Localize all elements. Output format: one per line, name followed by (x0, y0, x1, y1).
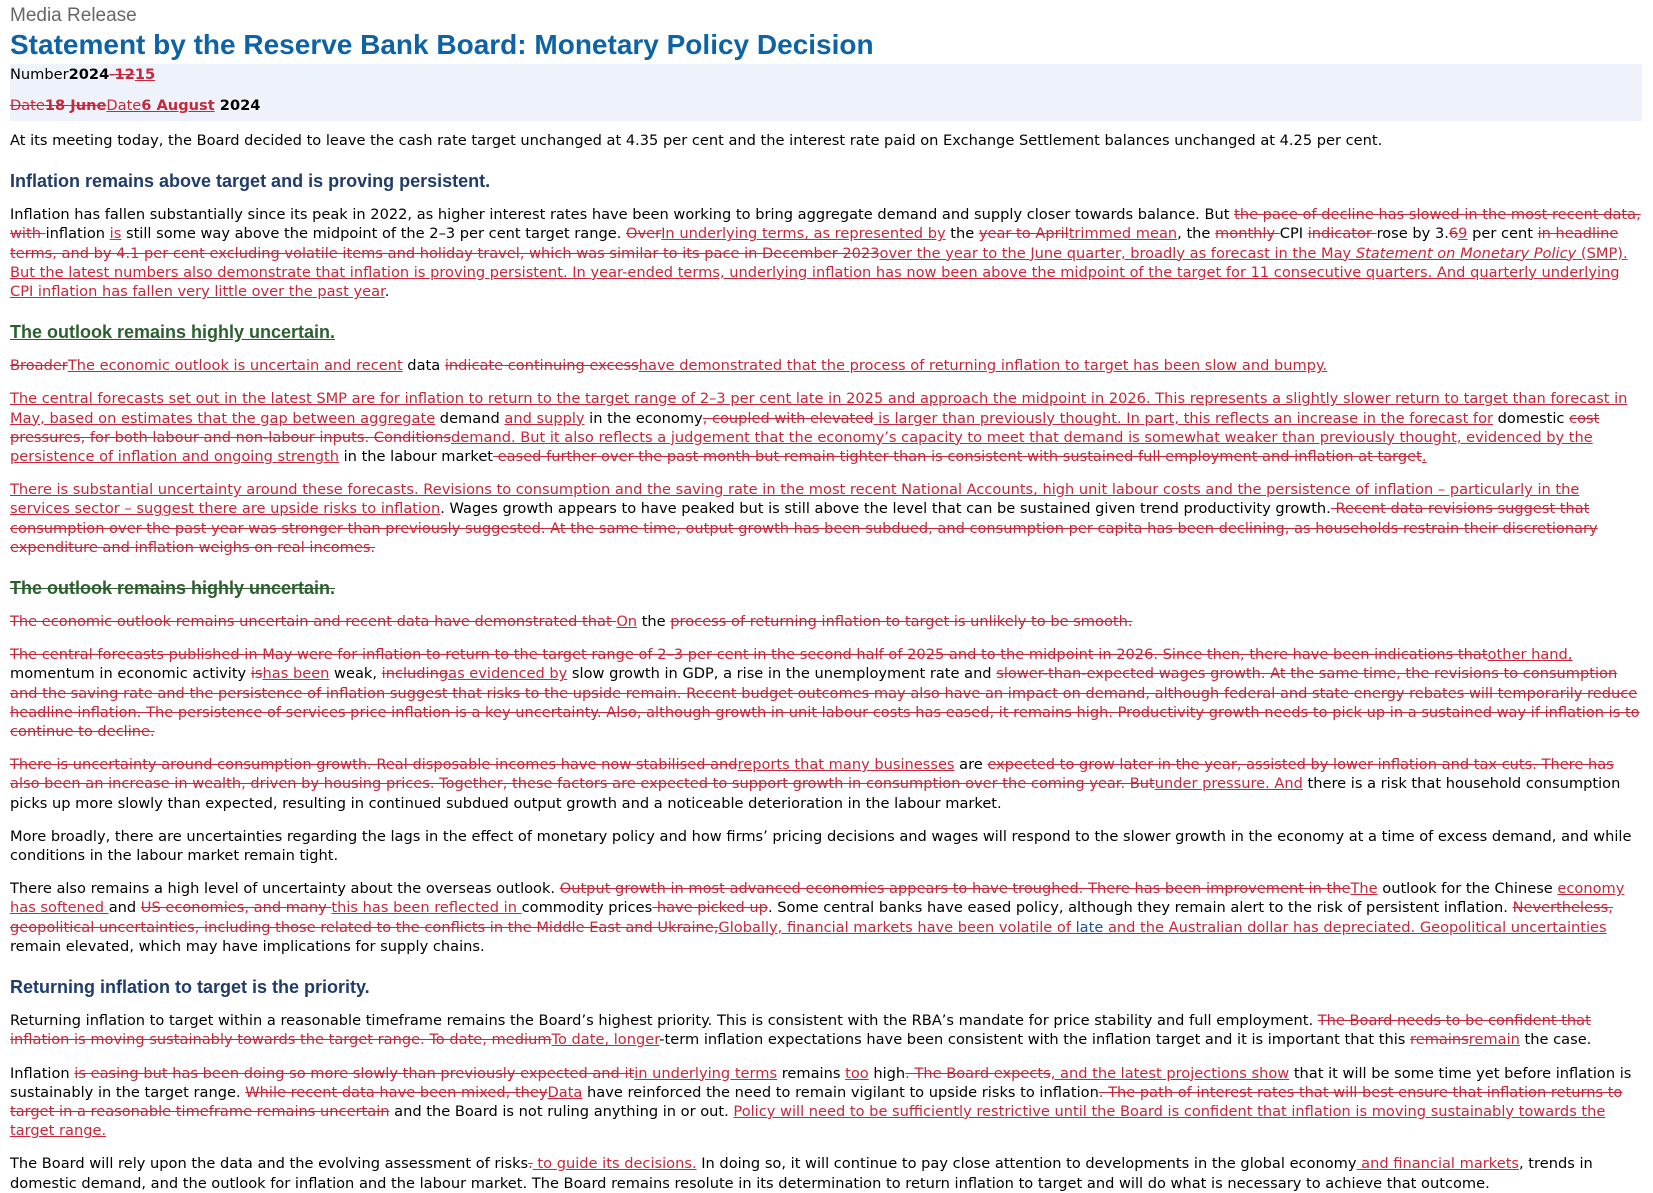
deleted-text: . (528, 1155, 533, 1173)
text: have reinforced the need to remain vigilant to upside risks to inflation (582, 1083, 1099, 1101)
text: per cent (1467, 225, 1538, 243)
inserted-text: remain (1468, 1031, 1520, 1049)
inserted-text: under pressure. And (1154, 775, 1303, 793)
inserted-text: has been (262, 665, 330, 683)
inserted-text: . (1421, 448, 1427, 466)
text: in the labour market (338, 448, 494, 466)
deleted-text: process of returning inflation to target is unlikely to be smooth. (670, 613, 1133, 631)
text: , trends in domestic demand, and the outlook for inflation and the labour market. The Board remains resolute in its determination to return inflation to target and will do what is necessary to achieve that outcome. (10, 1155, 1593, 1192)
text: there is a risk that household consumption picks up more slowly than expected, resulting in continued subdued output growth and a noticeable deterioration in the labour market. (10, 775, 1621, 812)
number-new: 15 (134, 66, 156, 83)
text: inflation (45, 225, 110, 243)
text: momentum in economic activity (10, 665, 251, 683)
text: commodity prices (521, 899, 653, 917)
inserted-text-alt: late (1075, 918, 1104, 936)
text: -term inflation expectations have been consistent with the inflation target and it is important that this (659, 1031, 1411, 1049)
text: and the Board is not ruling anything in or out. (389, 1102, 734, 1120)
text: Inflation has fallen substantially since its peak in 2022, as higher interest rates have been working to bring aggregate demand and supply closer towards balance. But (10, 206, 1235, 224)
date-label-old: Date (10, 97, 45, 114)
text: slow growth in GDP, a rise in the unemployment rate and (567, 665, 997, 683)
inserted-text: 9 (1458, 225, 1468, 243)
lead-paragraph: At its meeting today, the Board decided to leave the cash rate target unchanged at 4.35 per cent and the interest rate paid on Exchange Settlement balances unchanged at 4.25 per cent. (10, 132, 1383, 149)
inserted-text: Statement on Monetary Policy (1355, 244, 1577, 262)
deleted-text: - (109, 66, 115, 83)
inserted-text: The central forecasts set out in the latest SMP are for inflation to return to the target range of 2–3 per cent late in 2025 and approach the midpoint in 2026. This represents a slightly slower return to target than forecast in May, based on estimates that the gap between aggregate (10, 390, 1628, 427)
deleted-text: The central forecasts published in May were for inflation to return to the target range of 2–3 per cent in the second half of 2025 and to the midpoint in 2026. Since then, there have been indications that (10, 646, 1488, 664)
deleted-text: remains (1410, 1031, 1469, 1049)
number-year: 2024 (68, 66, 110, 83)
number-label: Number (10, 66, 69, 83)
inserted-text: trimmed mean (1068, 225, 1178, 243)
inserted-heading: The outlook remains highly uncertain. (10, 322, 336, 343)
deleted-text: the pace of decline has slowed in the most recent data, with (10, 206, 1641, 243)
paragraph (10, 645, 1642, 741)
text: Inflation (10, 1064, 75, 1082)
text: Returning inflation to target within a reasonable timeframe remains the Board’s highest priority. This is consistent with the RBA’s mandate for price stability and full employment. (10, 1012, 1318, 1030)
deleted-text: 6 (1448, 225, 1459, 243)
deleted-text: Over (626, 225, 662, 243)
paragraph (10, 480, 1642, 557)
section-heading-priority: Returning inflation to target is the priority. (10, 977, 370, 998)
deleted-text: US economies, and many (140, 899, 332, 917)
number-old: 12 (114, 66, 135, 83)
text: still some way above the midpoint of the 2–3 per cent target range. (121, 225, 627, 243)
section-heading-outlook-old (10, 577, 1642, 599)
text: CPI (1279, 225, 1308, 243)
paragraph (10, 1154, 1642, 1192)
date-year: 2024 (214, 97, 261, 114)
text: . Wages growth appears to have peaked but is still above the level that can be sustained given trend productivity growth. (440, 500, 1331, 518)
deleted-text: have picked up (652, 899, 768, 917)
deleted-text: is (250, 665, 263, 683)
text: The Board will rely upon the data and the evolving assessment of risks (10, 1155, 529, 1173)
text: high (868, 1064, 906, 1082)
document-kicker: Media Release (10, 5, 137, 26)
deleted-text: , coupled with elevated (702, 409, 874, 427)
deleted-text: year to April (978, 225, 1069, 243)
paragraph (10, 205, 1642, 301)
text: demand (435, 409, 505, 427)
section-heading-outlook-new (10, 321, 1642, 343)
text: outlook for the Chinese (1377, 880, 1558, 898)
text: the (945, 225, 979, 243)
text: rose by 3. (1376, 225, 1449, 243)
section-heading-inflation: Inflation remains above target and is proving persistent. (10, 171, 491, 192)
paragraph (10, 356, 1642, 375)
text: are (954, 756, 988, 774)
paragraph (10, 612, 1642, 631)
text: There also remains a high level of uncertainty about the overseas outlook. (10, 880, 560, 898)
deleted-text: Nevertheless, geopolitical uncertainties, including those related to the conflicts in the Middle East and Ukraine, (10, 899, 1613, 936)
inserted-text: (SMP). But the latest numbers also demonstrate that inflation is proving persistent. In year-ended terms, underlying inflation has now been above the midpoint of the target for 11 consecutive quarters. And quarterly underlying CPI inflation has fallen very little over the past year (10, 244, 1628, 301)
document-title: Statement by the Reserve Bank Board: Monetary Policy Decision (10, 29, 874, 60)
text: in the economy (584, 409, 703, 427)
inserted-text: economy has softened (10, 880, 1625, 917)
inserted-text: Globally, financial markets have been volatile of (718, 918, 1076, 936)
inserted-text: in underlying terms (634, 1064, 778, 1082)
deleted-text: There is uncertainty around consumption growth. Real disposable incomes have now stabilised and (10, 756, 738, 774)
deleted-text: cost pressures, for both labour and non-labour inputs. Conditions (10, 409, 1600, 446)
inserted-text: There is substantial uncertainty around these forecasts. Revisions to consumption and the saving rate in the most recent National Accounts, high unit labour costs and the persistence of inflation – particularly in the services sector – suggest there are upside risks to inflation (10, 481, 1580, 518)
release-metadata (10, 64, 1642, 121)
media-release-document (10, 5, 1642, 1193)
paragraph: More broadly, there are uncertainties regarding the lags in the effect of monetary policy and how firms’ pricing decisions and wages will respond to the slower growth in the economy at a time of excess demand, and while conditions in the labour market remain tight. (10, 827, 1632, 865)
deleted-text: indicate continuing excess (444, 357, 639, 375)
text: data (402, 357, 445, 375)
inserted-text: Data (547, 1083, 583, 1101)
paragraph (10, 1011, 1642, 1049)
inserted-text: as evidenced by (448, 665, 568, 683)
deleted-heading: The outlook remains highly uncertain. (10, 578, 336, 599)
deleted-text: eased further over the past month but remain tighter than is consistent with sustained full employment and inflation at target (493, 448, 1422, 466)
deleted-text: While recent data have been mixed, they (245, 1083, 548, 1101)
text: domestic (1493, 409, 1570, 427)
inserted-text: In underlying terms, as represented by (661, 225, 946, 243)
text: that it will be some time yet before inflation is sustainably in the target range. (10, 1064, 1632, 1101)
text: . (384, 283, 390, 301)
inserted-text: To date, longer (551, 1031, 660, 1049)
text: . Some central banks have eased policy, although they remain alert to the risk of persistent inflation. (767, 899, 1513, 917)
deleted-text: indicator (1307, 225, 1377, 243)
inserted-text: over the year to the June quarter, broadly as forecast in the May (879, 244, 1356, 262)
deleted-text: monthly (1215, 225, 1280, 243)
deleted-text: slower-than-expected wages growth. At the same time, the revisions to consumption and the saving rate and the persistence of inflation suggest that risks to the upside remain. Recent budget outcomes may also have an impact on demand, although federal and state energy rebates will temporarily reduce headline inflation. The persistence of services price inflation is a key uncertainty. Also, although growth in unit labour costs has eased, it remains high. Productivity growth needs to pick up in a sustained way if inflation is to continue to decline. (10, 665, 1640, 741)
release-number (10, 65, 1642, 84)
deleted-text: expected to grow later in the year, assisted by lower inflation and tax cuts. There has also been an increase in wealth, driven by housing prices. Together, these factors are expected to support growth in consumption over the coming year. But (10, 756, 1614, 793)
inserted-text: this has been reflected in (331, 899, 522, 917)
deleted-text: including (381, 665, 449, 683)
inserted-text: Policy will need to be sufficiently restrictive until the Board is confident that inflation is moving sustainably towards the target range. (10, 1102, 1606, 1140)
inserted-text: demand. But it also reflects a judgement that the economy’s capacity to meet that demand is somewhat weaker than previously thought, evidenced by the persistence of inflation and ongoing strength (10, 428, 1593, 466)
text: remain elevated, which may have implications for supply chains. (10, 937, 485, 955)
inserted-text: and the Australian dollar has depreciated. Geopolitical uncertainties (1103, 918, 1607, 936)
deleted-text: Output growth in most advanced economies appears to have troughed. There has been improvement in the (559, 880, 1351, 898)
paragraph (10, 755, 1642, 813)
deleted-text: Broader (10, 357, 68, 375)
inserted-text: other hand, (1487, 646, 1573, 664)
text: remains (777, 1064, 846, 1082)
text: weak, (329, 665, 382, 683)
inserted-text: and supply (504, 409, 585, 427)
deleted-text: in headline terms, and by 4.1 per cent excluding volatile items and holiday travel, which was similar to its pace in December 2023 (10, 225, 1619, 262)
paragraph (10, 389, 1642, 466)
paragraph (10, 879, 1642, 956)
inserted-text: The (1350, 880, 1378, 898)
release-date (10, 96, 1642, 115)
date-old: 18 June (44, 97, 107, 114)
inserted-text: and financial markets (1356, 1155, 1520, 1173)
inserted-text: too (845, 1064, 869, 1082)
deleted-text: Recent data revisions suggest that consumption over the past year was stronger than previously suggested. At the same time, output growth has been subdued, and consumption per capita has been declining, as households restrain their discretionary expenditure and inflation weighs on real incomes. (10, 500, 1598, 556)
inserted-text: , and the latest projections show (1050, 1064, 1290, 1082)
inserted-text: On (616, 613, 638, 631)
inserted-text: have demonstrated that the process of returning inflation to target has been slow and bumpy. (638, 357, 1328, 375)
inserted-text: reports that many businesses (737, 756, 955, 774)
inserted-text: is larger than previously thought. In part, this reflects an increase in the forecast for (873, 409, 1493, 427)
inserted-text: is (109, 225, 122, 243)
text: and (108, 899, 141, 917)
deleted-text: The Board needs to be confident that inflation is moving sustainably towards the target range. To date, medium (10, 1012, 1591, 1049)
date-new: 6 August (141, 97, 215, 114)
date-label-new: Date (106, 97, 142, 114)
text: the case. (1519, 1031, 1592, 1049)
deleted-text: is easing but has been doing so more slowly than previously expected and it (74, 1064, 635, 1082)
inserted-text: The economic outlook is uncertain and recent (67, 357, 403, 375)
paragraph (10, 1064, 1642, 1141)
text: the (637, 613, 671, 631)
deleted-text: . The path of interest rates that will best ensure that inflation returns to target in a reasonable timeframe remains uncertain (10, 1083, 1623, 1120)
text: , the (1177, 225, 1216, 243)
deleted-text: The economic outlook remains uncertain and recent data have demonstrated that (10, 613, 617, 631)
text: In doing so, it will continue to pay close attention to developments in the global economy (696, 1155, 1357, 1173)
inserted-text: to guide its decisions. (532, 1155, 697, 1173)
deleted-text: . The Board expects (905, 1064, 1051, 1082)
